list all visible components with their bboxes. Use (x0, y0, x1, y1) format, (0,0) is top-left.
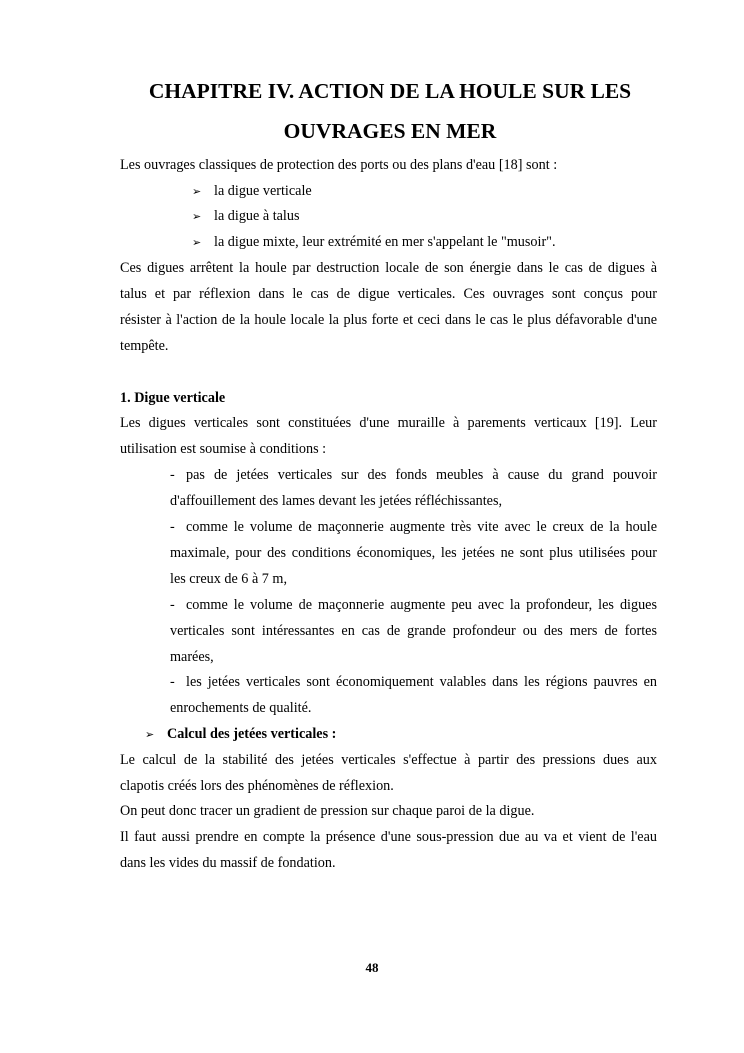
section-heading: 1. Digue verticale (120, 390, 226, 406)
condition-text: marées, (170, 649, 214, 665)
bullet-text: la digue verticale (214, 183, 312, 199)
intro-paragraph-line: résister à l'action de la houle locale la plus forte et ceci dans le cas le plus défavorable d'une (120, 312, 657, 328)
dash-marker: - (170, 674, 175, 690)
condition-text: les jetées verticales sont économiquement valables dans les régions pauvres en (186, 674, 657, 690)
dash-marker: - (170, 467, 175, 483)
calc-paragraph-line: dans les vides du massif de fondation. (120, 855, 336, 871)
condition-item (170, 518, 657, 536)
intro-paragraph-line: Ces digues arrêtent la houle par destruction locale de son énergie dans le cas de digues à (120, 260, 657, 276)
dash-marker: - (170, 519, 175, 535)
arrow-bullet-icon: ➢ (145, 728, 155, 741)
calc-paragraph-line: Le calcul de la stabilité des jetées verticales s'effectue à partir des pressions dues aux (120, 752, 657, 768)
condition-text: enrochements de qualité. (170, 700, 312, 716)
subheading (145, 725, 336, 744)
condition-item (170, 673, 657, 691)
condition-text: verticales sont intéressantes en cas de grande profondeur ou des mers de fortes (170, 623, 657, 639)
condition-item (170, 466, 657, 484)
intro-paragraph-line: talus et par réflexion dans le cas de digue verticales. Ces ouvrages sont conçus pour (120, 286, 657, 302)
condition-item (170, 596, 657, 614)
condition-text: comme le volume de maçonnerie augmente peu avec la profondeur, les digues (186, 597, 657, 613)
section-intro-line: utilisation est soumise à conditions : (120, 441, 327, 457)
condition-text: d'affouillement des lames devant les jetées réfléchissantes, (170, 493, 503, 509)
list-item (192, 207, 300, 226)
chapter-title-line-1: CHAPITRE IV. ACTION DE LA HOULE SUR LES (148, 79, 632, 103)
chapter-title-line-2: OUVRAGES EN MER (283, 119, 497, 143)
bullet-text: la digue mixte, leur extrémité en mer s'appelant le "musoir". (214, 234, 556, 250)
calc-paragraph-line: Il faut aussi prendre en compte la présence d'une sous-pression due au va et vient de l'eau (120, 829, 657, 845)
dash-marker: - (170, 597, 175, 613)
arrow-bullet-icon: ➢ (192, 210, 202, 223)
page-number: 48 (365, 960, 379, 975)
condition-text: pas de jetées verticales sur des fonds meubles à cause du grand pouvoir (186, 467, 657, 483)
intro-paragraph-line: tempête. (120, 338, 169, 354)
arrow-bullet-icon: ➢ (192, 185, 202, 198)
condition-text: les creux de 6 à 7 m, (170, 571, 288, 587)
calc-paragraph-line: On peut donc tracer un gradient de pression sur chaque paroi de la digue. (120, 803, 535, 819)
intro-lead: Les ouvrages classiques de protection des ports ou des plans d'eau [18] sont : (120, 157, 558, 173)
calc-paragraph-line: clapotis créés lors des phénomènes de réflexion. (120, 778, 394, 794)
bullet-text: la digue à talus (214, 208, 300, 224)
list-item (192, 233, 556, 252)
section-intro-line: Les digues verticales sont constituées d'une muraille à parements verticaux [19]. Leur (120, 415, 657, 431)
condition-text: comme le volume de maçonnerie augmente très vite avec le creux de la houle (186, 519, 657, 535)
subheading-text: Calcul des jetées verticales : (167, 726, 337, 742)
list-item (192, 182, 312, 201)
arrow-bullet-icon: ➢ (192, 236, 202, 249)
condition-text: maximale, pour des conditions économiques, les jetées ne sont plus utilisées pour (170, 545, 657, 561)
